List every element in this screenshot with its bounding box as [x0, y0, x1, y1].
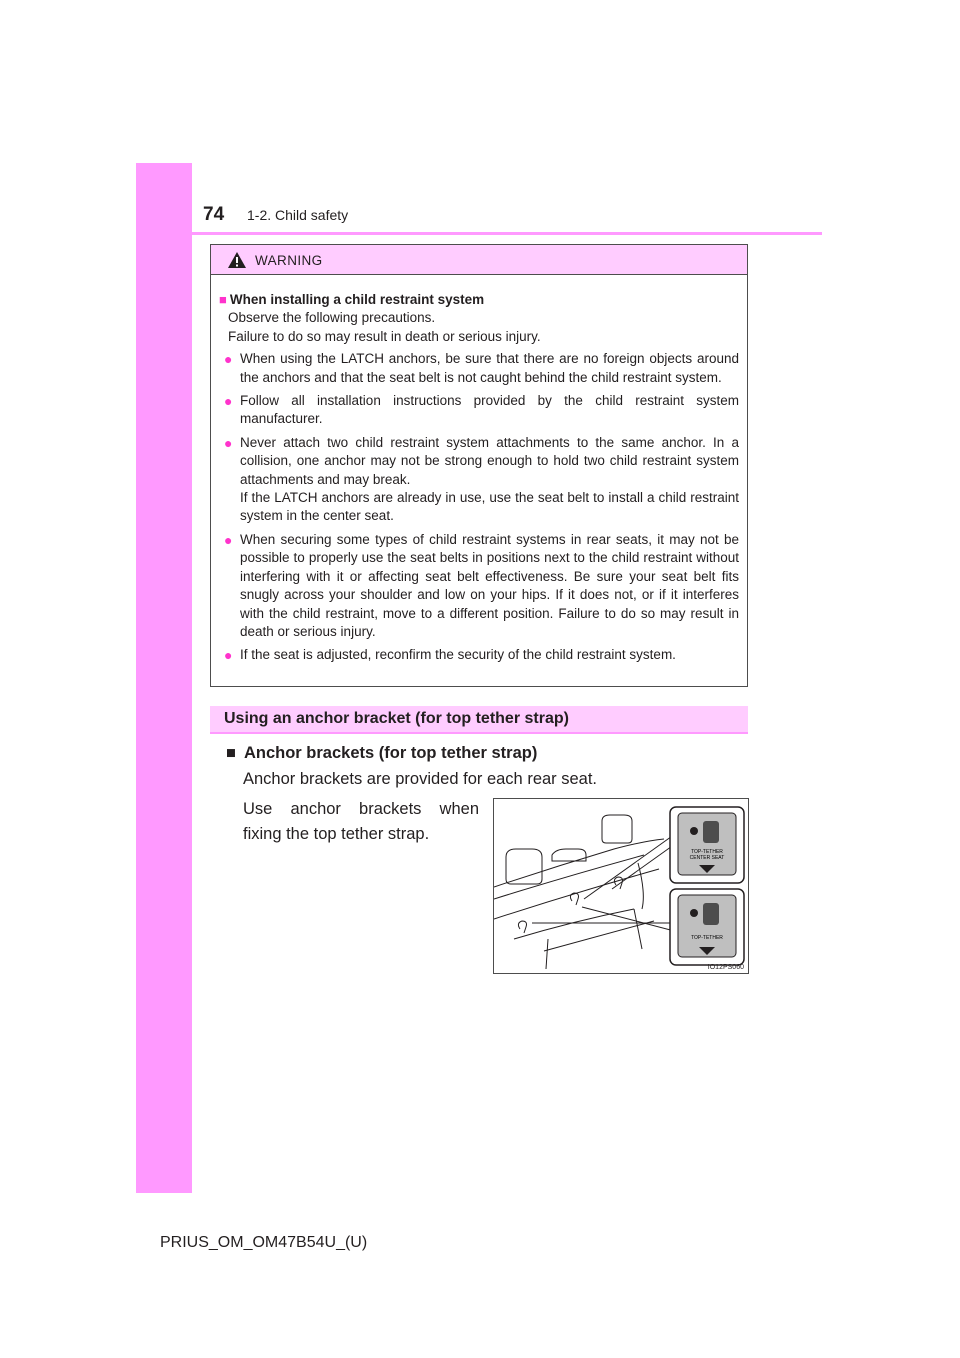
- sidebar-tab: [136, 163, 192, 1193]
- bullet-dot-icon: ●: [224, 434, 233, 451]
- bullet-dot-icon: ●: [224, 393, 233, 410]
- warning-item-text: If the LATCH anchors are already in use, use the seat belt to install a child restraint system in the center seat.: [240, 490, 739, 524]
- warning-intro-line: Observe the following precautions.: [228, 310, 436, 326]
- anchor-symbol-icon: [690, 827, 698, 835]
- bullet-dot-icon: ●: [224, 531, 233, 548]
- warning-body: [211, 275, 747, 665]
- warning-box: [210, 244, 748, 687]
- figure-label-top-2: CENTER SEAT: [689, 855, 725, 861]
- warning-label: WARNING: [255, 253, 323, 268]
- warning-item: [219, 434, 739, 526]
- warning-intro: [228, 309, 739, 346]
- subheading: [226, 744, 537, 763]
- warning-subheading: [219, 291, 739, 309]
- section-header-title: Using an anchor bracket (for top tether strap): [224, 710, 569, 727]
- warning-item: [219, 646, 739, 664]
- warning-triangle-icon: [227, 251, 247, 269]
- warning-item-text: If the seat is adjusted, reconfirm the security of the child restraint system.: [240, 647, 676, 663]
- headrest-left: [506, 849, 542, 884]
- warning-item: [219, 350, 739, 387]
- anchor-bracket-illustration: [493, 798, 749, 974]
- warning-list: [219, 350, 739, 665]
- warning-subheading-text: When installing a child restraint system: [229, 292, 485, 307]
- square-bullet-icon: ■: [226, 744, 236, 762]
- anchor-symbol-icon: [690, 909, 698, 917]
- page-number: 74: [203, 204, 225, 225]
- footer-doc-id: PRIUS_OM_OM47B54U_(U): [160, 1234, 368, 1251]
- rear-seat-drawing: [494, 799, 748, 973]
- warning-item-text: Follow all installation instructions provided by the child restraint system manufacturer.: [240, 393, 739, 427]
- figure-code: IO12PS060: [707, 964, 744, 971]
- bullet-dot-icon: ●: [224, 351, 233, 368]
- header-rule: [192, 232, 822, 235]
- warning-intro-line: Failure to do so may result in death or serious injury.: [228, 328, 541, 344]
- square-bullet-icon: ■: [219, 292, 227, 307]
- figure-label-top: TOP-TETHER: [691, 849, 723, 855]
- warning-item-text: When securing some types of child restraint systems in rear seats, it may not be possible to properly use the seat belts in positions next to the child restraint without interfering with it or affecting seat belt effectiveness. Be sure your seat belt fits snugly across your shoulder and low on your hips. If it does not, or if it interferes with the child restraint, move to a different position. Failure to do so may result in death or serious injury.: [240, 531, 739, 639]
- warning-item-text: When using the LATCH anchors, be sure that there are no foreign objects around the anchors and that the seat belt is not caught behind the child restraint system.: [240, 351, 739, 385]
- section-header: [210, 706, 748, 734]
- headrest-right: [602, 815, 632, 843]
- warning-header: [211, 245, 747, 275]
- warning-item: [219, 531, 739, 641]
- section-title: 1-2. Child safety: [247, 207, 349, 223]
- figure-label-bottom: TOP-TETHER: [691, 935, 723, 941]
- warning-item-text: Never attach two child restraint system attachments to the same anchor. In a collision, one anchor may not be strong enough to hold two child restraint system attachments and may break.: [240, 434, 739, 487]
- bullet-dot-icon: ●: [224, 647, 233, 664]
- subheading-text: Anchor brackets (for top tether strap): [243, 744, 538, 762]
- warning-item: [219, 392, 739, 429]
- body-text: Anchor brackets are provided for each rear seat.: [243, 770, 598, 788]
- body-text-2: Use anchor brackets when fixing the top tether strap.: [243, 800, 479, 843]
